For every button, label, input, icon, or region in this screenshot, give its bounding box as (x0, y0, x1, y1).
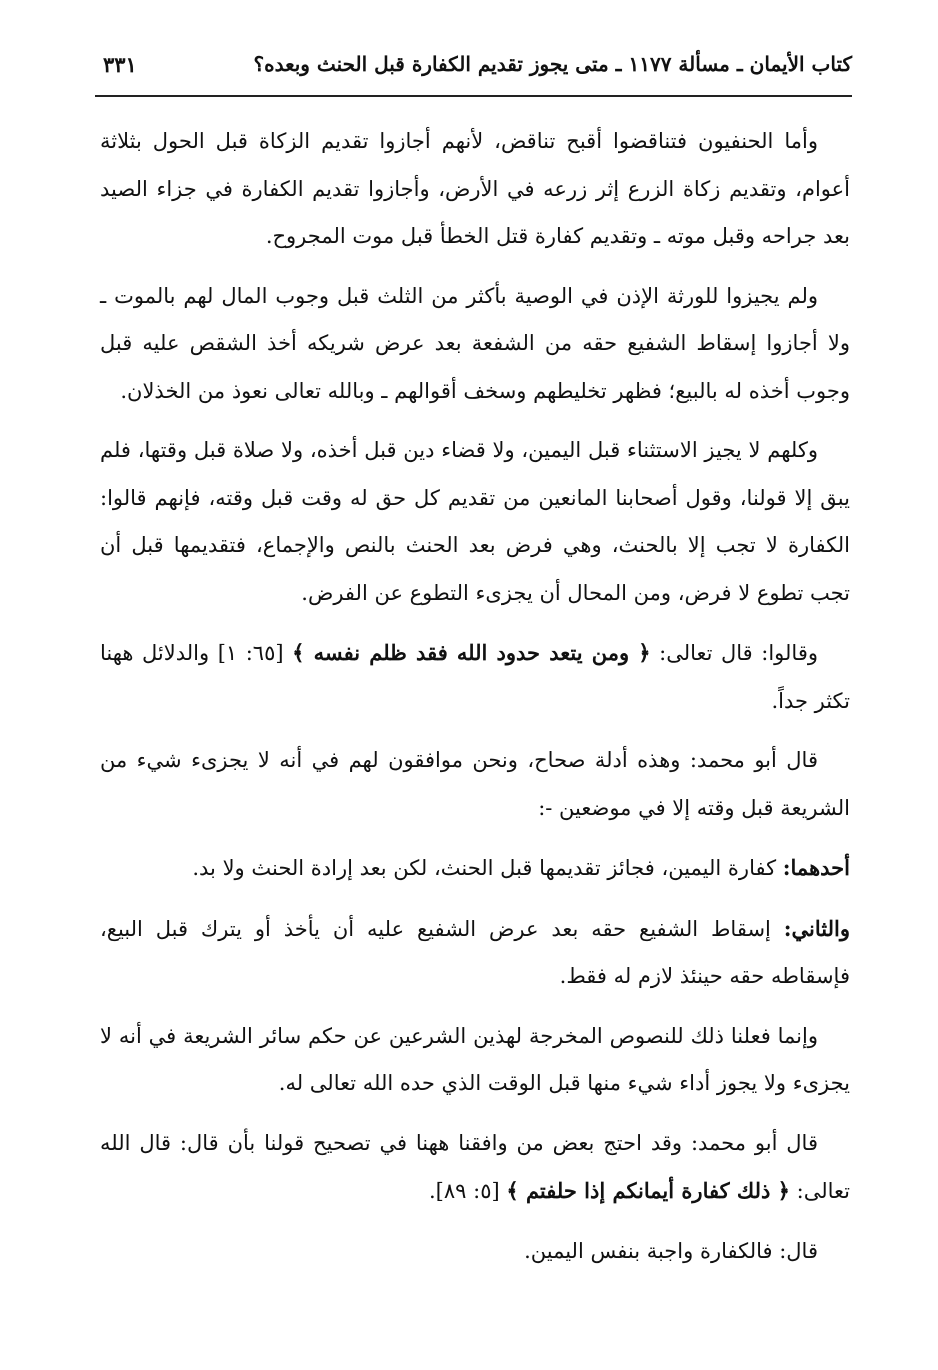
paragraph-8 (100, 1013, 850, 1108)
paragraph-text: قال: فالكفارة واجبة بنفس اليمين. (524, 1238, 818, 1263)
quran-quote: ﴿ ومن يتعد حدود الله فقد ظلم نفسه ﴾ (292, 640, 651, 665)
paragraph-1 (100, 118, 850, 261)
running-title: كتاب الأيمان ـ مسألة ١١٧٧ ـ متى يجوز تقديم الكفارة قبل الحنث وبعده؟ (253, 52, 852, 76)
paragraph-5 (100, 737, 850, 832)
page-number: ٣٣١ (103, 52, 137, 77)
paragraph-tail: [٥: ٨٩]. (428, 1179, 507, 1203)
paragraph-9 (100, 1120, 850, 1216)
header-divider (95, 95, 852, 97)
paragraph-4 (100, 629, 850, 725)
paragraph-text: ولم يجيزوا للورثة الإذن في الوصية بأكثر من الثلث قبل وجوب المال لهم بالموت ـ ولا أجازوا إسقاط الشفيع حقه من الشفعة بعد عرض شريكه أخذ الشقص عليه قبل وجوب أخذه له بالبيع؛ فظهر تخليطهم وسخف أقوالهم ـ وبالله تعالى نعوذ من الخذلان. (100, 283, 850, 403)
paragraph-7 (100, 905, 850, 1001)
paragraph-text: وأما الحنفيون فتناقضوا أقبح تناقض، لأنهم أجازوا تقديم الزكاة قبل الحول بثلاثة أعوام، وتقديم زكاة الزرع إثر زرعه في الأرض، وأجازوا تقديم الكفارة في جزاء الصيد بعد جراحه وقبل موته ـ وتقديم كفارة قتل الخطأ قبل موت المجروح. (100, 129, 850, 248)
paragraph-tail: [٦٥: ١] والدلائل ههنا تكثر جداً. (100, 641, 850, 713)
paragraph-lead: قال أبو محمد: وقد احتج بعض من وافقنا ههنا في تصحيح قولنا بأن قال: قال الله تعالى: (100, 1130, 850, 1203)
paragraph-text: وكلهم لا يجيز الاستثناء قبل اليمين، ولا قضاء دين قبل أخذه، ولا صلاة قبل وقتها، فلم يبق إلا قولنا، وقول أصحابنا المانعين من تقديم كل حق له وقت قبل وقته، فإنهم قالوا: الكفارة لا تجب إلا بالحنث، وهي فرض بعد الحنث بالنص والإجماع، فتقديمها قبل أن تجب تطوع لا فرض، ومن المحال أن يجزىء التطوع عن الفرض. (100, 438, 850, 605)
paragraph-2 (100, 273, 850, 416)
paragraph-heading: والثاني: (783, 915, 850, 941)
paragraph-text: إسقاط الشفيع حقه بعد عرض الشفيع عليه أن يأخذ أو يترك قبل البيع، فإسقاطه حقه حينئذ لازم له فقط. (100, 916, 850, 988)
paragraph-text: كفارة اليمين، فجائز تقديمها قبل الحنث، لكن بعد إرادة الحنث ولا بد. (192, 856, 783, 880)
body-text (100, 118, 850, 1287)
paragraph-lead: وقالوا: قال تعالى: (650, 641, 819, 665)
paragraph-text: قال أبو محمد: وهذه أدلة صحاح، ونحن موافقون لهم في أنه لا يجزىء شيء من الشريعة قبل وقته إلا في موضعين -: (100, 748, 850, 820)
paragraph-heading: أحدهما: (782, 855, 850, 880)
page-header (95, 52, 852, 92)
paragraph-3 (100, 427, 850, 617)
paragraph-10 (100, 1228, 850, 1276)
paragraph-text: وإنما فعلنا ذلك للنصوص المخرجة لهذين الشرعين عن حكم سائر الشريعة في أنه لا يجزىء ولا يجوز أداء شيء منها قبل الوقت الذي حده الله تعالى له. (100, 1023, 850, 1095)
quran-quote: ﴿ ذلك كفارة أيمانكم إذا حلفتم ﴾ (506, 1178, 790, 1203)
paragraph-6 (100, 844, 850, 893)
